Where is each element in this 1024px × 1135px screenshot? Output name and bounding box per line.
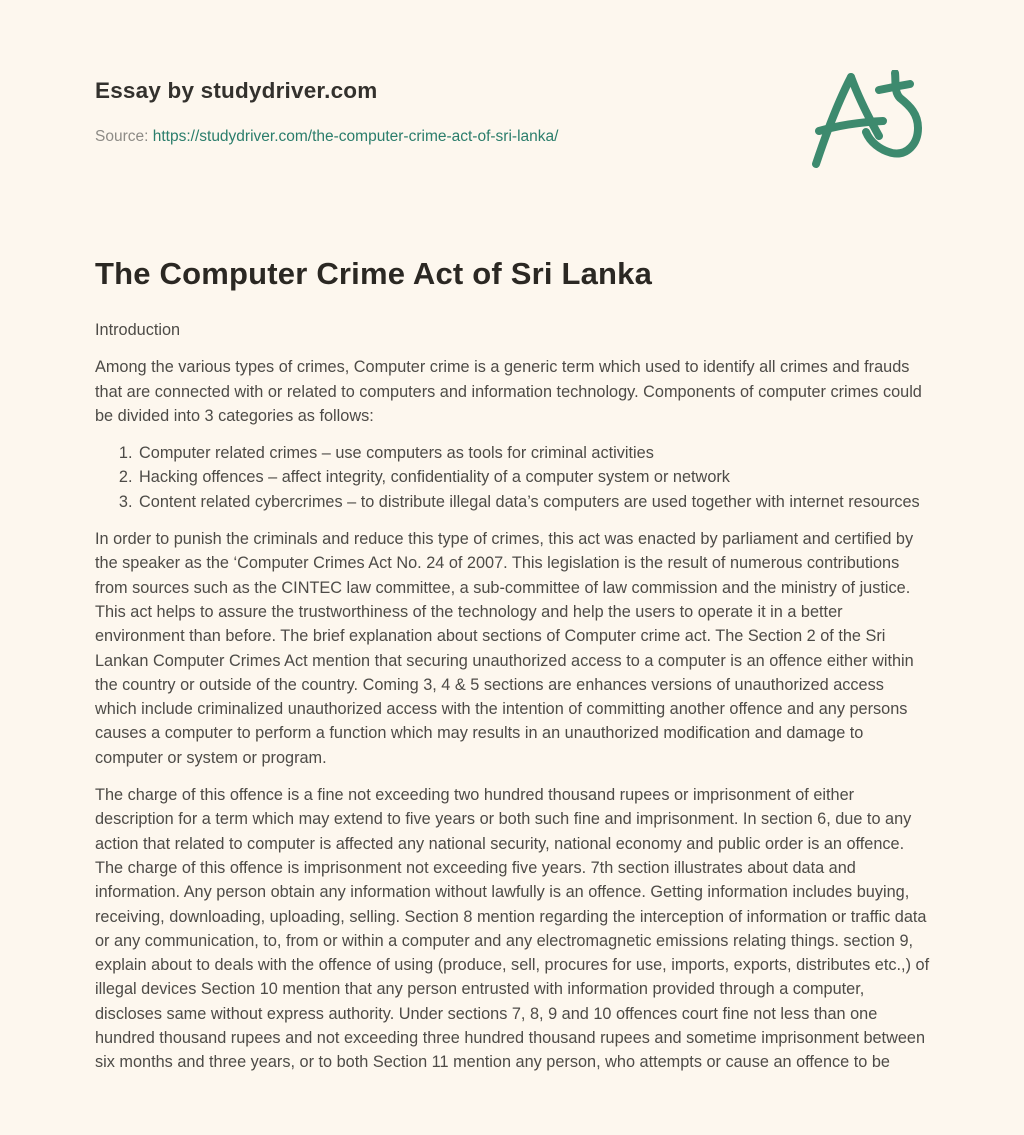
aplus-logo-icon bbox=[810, 70, 930, 174]
paragraph-offence-charges: The charge of this offence is a fine not exceeding two hundred thousand rupees or imprisonment of either description for a term which may extend to five years or both such fine and imprisonment. In section 6, due to any action that related to computer is affected any national security, national economy and public order is an offence. The charge of this offence is imprisonment not exceeding five years. 7th section illustrates about data and information. Any person obtain any information without lawfully is an offence. Getting information includes buying, receiving, downloading, uploading, selling. Section 8 mention regarding the interception of information or traffic data or any communication, to, from or within a computer and any electromagnetic emissions relating things. section 9, explain about to deals with the offence of using (produce, sell, procures for use, imports, exports, distributes etc.,) of illegal devices Section 10 mention that any person entrusted with information provided through a computer, discloses same without express authority. Under sections 7, 8, 9 and 10 offences court fine not less than one hundred thousand rupees and not exceeding three hundred thousand rupees and sometime imprisonment between six months and three years, or to both Section 11 mention any person, who attempts or cause an offence to be bbox=[95, 786, 930, 1072]
source-url-link[interactable] bbox=[153, 128, 559, 145]
paragraph-act-background: In order to punish the criminals and reduce this type of crimes, this act was enacted by parliament and certified by the speaker as the ‘Computer Crimes Act No. 24 of 2007. This legislation is the result of numerous contributions from sources such as the CINTEC law committee, a sub-committee of law commission and the ministry of justice. This act helps to assure the trustworthiness of the technology and help the users to operate it in a better environment than before. The brief explanation about sections of Computer crime act. The Section 2 of the Sri Lankan Computer Crimes Act mention that securing unauthorized access to a computer is an offence either within the country or outside of the country. Coming 3, 4 & 5 sections are enhances versions of unauthorized access which include criminalized unauthorized access with the intention of committing another offence and any persons causes a computer to perform a function which may results in an unauthorized modification and damage to computer or system or program. bbox=[95, 530, 914, 767]
list-item-computer-related-crimes: 1. Computer related crimes – use computers as tools for criminal activities bbox=[137, 441, 930, 465]
intro-label: Introduction bbox=[95, 321, 181, 339]
source-line bbox=[95, 128, 558, 146]
source-label: Source: bbox=[95, 128, 149, 145]
page-header bbox=[95, 70, 930, 175]
list-item-content-related-cybercrimes: 3. Content related cybercrimes – to distribute illegal data’s computers are used together with internet resources bbox=[137, 490, 930, 514]
list-item-hacking-offences: 2. Hacking offences – affect integrity, confidentiality of a computer system or network bbox=[137, 465, 930, 489]
brand-title: Essay by studydriver.com bbox=[95, 78, 378, 103]
aplus-logo bbox=[810, 70, 930, 174]
source-url-text: https://studydriver.com/the-computer-crime-act-of-sri-lanka/ bbox=[152, 128, 559, 145]
article-title: The Computer Crime Act of Sri Lanka bbox=[95, 256, 653, 291]
crime-categories-list bbox=[95, 441, 930, 514]
paragraph-overview: Among the various types of crimes, Computer crime is a generic term which used to identify all crimes and frauds that are connected with or related to computers and information technology. Components of computer crimes could be divided into 3 categories as follows: bbox=[95, 358, 922, 425]
header-text-block bbox=[95, 70, 558, 146]
